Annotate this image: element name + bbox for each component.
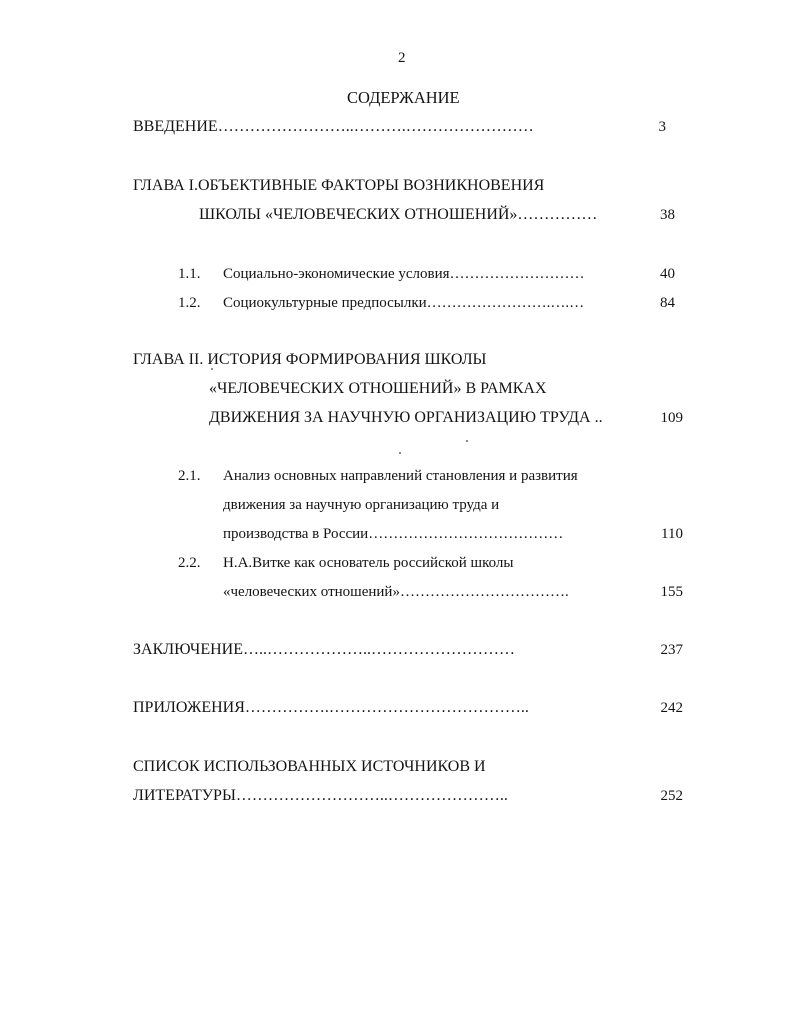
toc-intro-leader: ……………………..……….…………………… (217, 118, 534, 135)
toc-section-1-1-number: 1.1. (178, 266, 201, 282)
toc-sources-line1: СПИСОК ИСПОЛЬЗОВАННЫХ ИСТОЧНИКОВ И (133, 758, 486, 775)
page-title: СОДЕРЖАНИЕ (347, 88, 460, 107)
toc-chapter2-line3: ДВИЖЕНИЯ ЗА НАУЧНУЮ ОРГАНИЗАЦИЮ ТРУДА .. (209, 409, 603, 426)
toc-chapter1-line2: ШКОЛЫ «ЧЕЛОВЕЧЕСКИХ ОТНОШЕНИЙ»…………… (199, 206, 598, 223)
toc-sources-line2: ЛИТЕРАТУРЫ………………………..………………….. (133, 787, 508, 804)
toc-section-2-2-page: 155 (660, 584, 683, 600)
toc-intro-page: 3 (658, 119, 666, 135)
toc-sources-page: 252 (660, 788, 683, 804)
toc-section-2-1-line1: Анализ основных направлений становления и развития (223, 468, 578, 484)
toc-section-1-1-title: Социально-экономические условия……………………… (223, 266, 585, 282)
scan-speck (399, 452, 401, 454)
toc-section-2-1-page: 110 (661, 526, 683, 542)
toc-section-2-1-number: 2.1. (178, 468, 201, 484)
toc-section-2-1-line3: производства в России………………………………… (223, 526, 564, 542)
toc-section-1-2-number: 1.2. (178, 295, 201, 311)
toc-section-1-1-page: 40 (660, 266, 675, 282)
page-number: 2 (398, 50, 406, 66)
scan-speck (466, 440, 468, 442)
toc-intro-title (133, 117, 534, 137)
toc-chapter2-page: 109 (660, 410, 683, 426)
toc-section-2-2-line1: Н.А.Витке как основатель российской школы (223, 555, 514, 571)
scan-speck (211, 368, 213, 370)
toc-section-2-1-line2: движения за научную организацию труда и (223, 497, 500, 513)
toc-appendices-title: ПРИЛОЖЕНИЯ…………….……………………………….. (133, 699, 529, 716)
toc-chapter1-page: 38 (660, 207, 675, 223)
toc-section-1-2-page: 84 (660, 295, 675, 311)
toc-section-2-2-line2: «человеческих отношений»……………………………. (223, 584, 569, 600)
toc-section-1-2-title: Социокультурные предпосылки…………………….….… (223, 295, 585, 311)
toc-conclusion-page: 237 (660, 642, 683, 658)
toc-conclusion-title: ЗАКЛЮЧЕНИЕ…..………………..……………………… (133, 641, 515, 658)
toc-intro-label: ВВЕДЕНИЕ (133, 118, 218, 135)
toc-chapter1-line1: ГЛАВА I.ОБЪЕКТИВНЫЕ ФАКТОРЫ ВОЗНИКНОВЕНИЯ (133, 177, 545, 194)
toc-chapter2-line2: «ЧЕЛОВЕЧЕСКИХ ОТНОШЕНИЙ» В РАМКАХ (209, 380, 547, 397)
toc-section-2-2-number: 2.2. (178, 555, 201, 571)
toc-chapter2-line1: ГЛАВА II. ИСТОРИЯ ФОРМИРОВАНИЯ ШКОЛЫ (133, 351, 487, 368)
toc-appendices-page: 242 (660, 700, 683, 716)
